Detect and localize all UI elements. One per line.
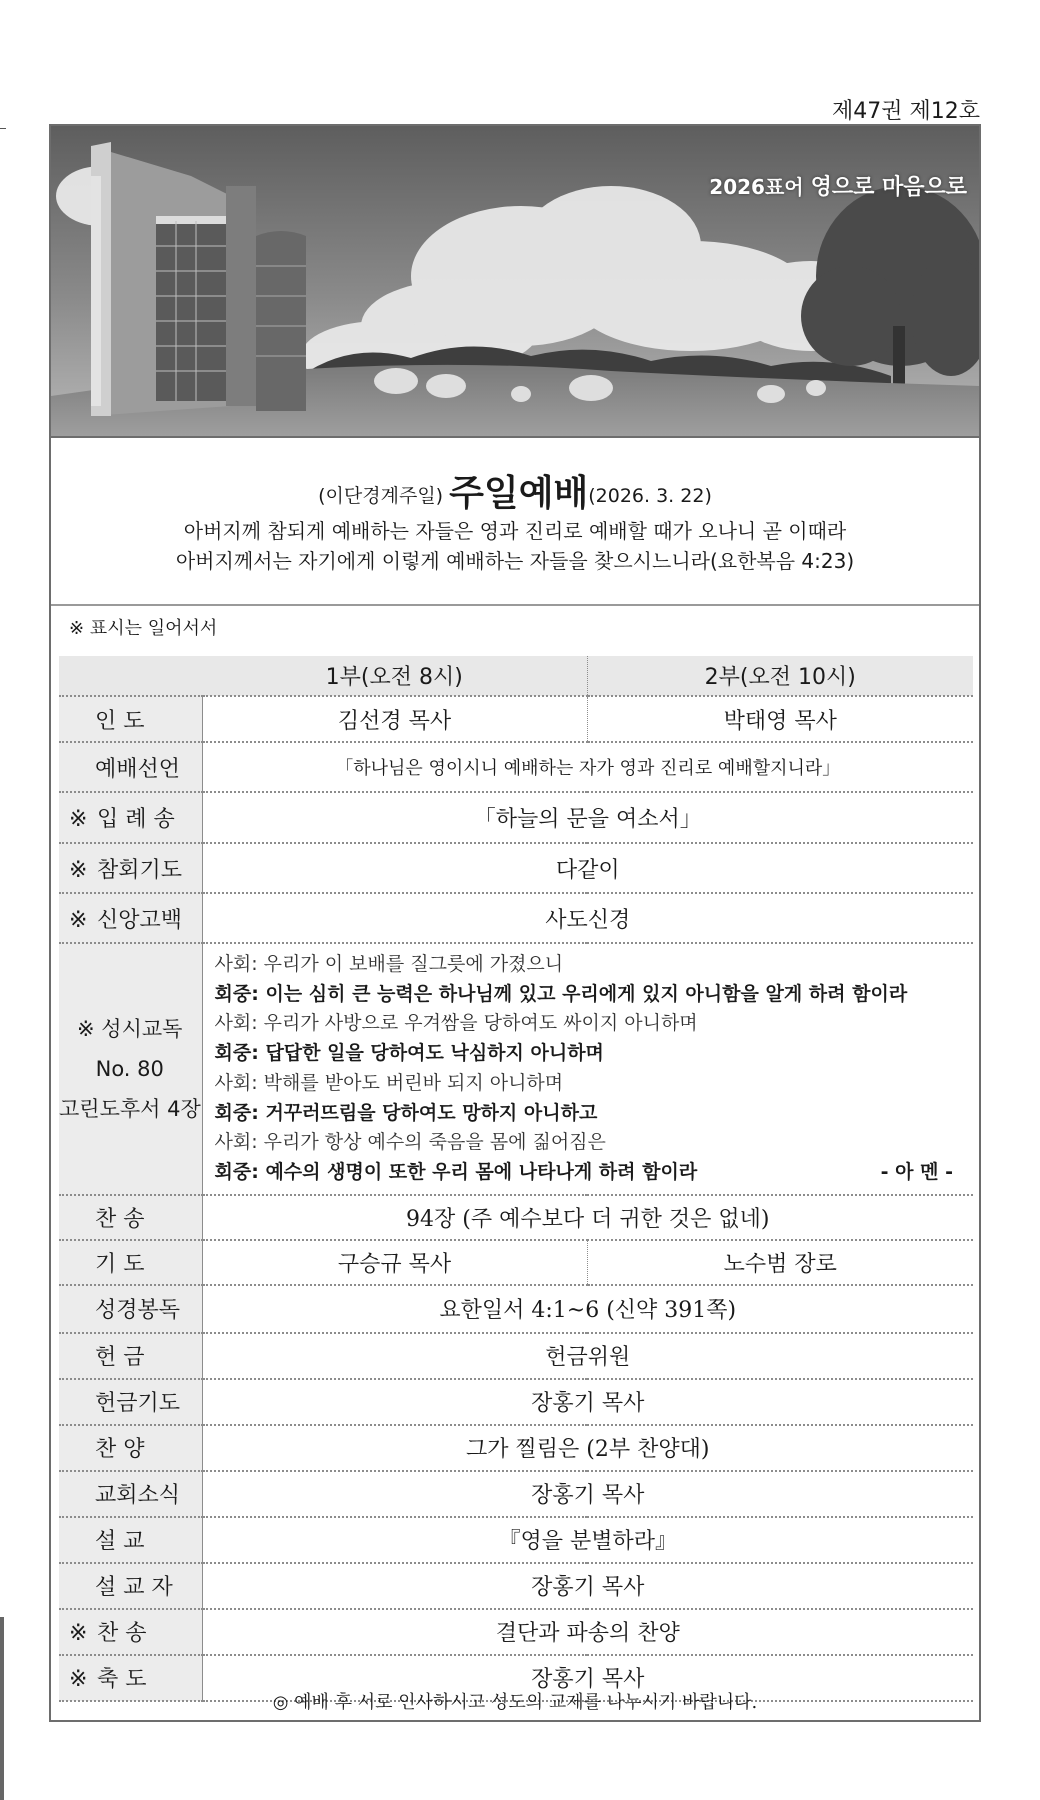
introit-label: 입 례 송 xyxy=(97,807,175,832)
benediction-value: 장홍기 목사 xyxy=(202,1655,973,1701)
speaker: 사회: xyxy=(214,1131,258,1154)
reading-line xyxy=(215,1069,974,1099)
row-label: 찬 양 xyxy=(59,1425,202,1471)
standing-note: ※ 표시는 일어서서 xyxy=(69,618,218,639)
prayer-first: 구승규 목사 xyxy=(202,1240,587,1285)
table-row xyxy=(59,1563,973,1609)
row-label xyxy=(59,893,202,943)
table-row xyxy=(59,1240,973,1285)
margin-mark xyxy=(0,128,6,129)
reading-line xyxy=(215,1158,974,1188)
table-row xyxy=(59,1425,973,1471)
standing-mark: ※ xyxy=(69,807,88,832)
speaker: 회중: xyxy=(214,982,259,1005)
row-label xyxy=(59,792,202,843)
table-row xyxy=(59,792,973,843)
reading-number: No. 80 xyxy=(95,1056,164,1081)
table-row xyxy=(59,1285,973,1333)
row-label: 예배선언 xyxy=(59,742,202,792)
reading-text: 우리가 사방으로 우겨쌈을 당하여도 싸이지 아니하며 xyxy=(263,1012,698,1035)
second-service-time: 2부(오전 10시) xyxy=(587,656,973,696)
reading-line xyxy=(215,950,974,980)
benediction-label: 축 도 xyxy=(97,1667,147,1693)
table-row xyxy=(59,1471,973,1517)
order-of-worship xyxy=(59,656,973,1702)
row-label: 헌금기도 xyxy=(59,1379,202,1425)
reading-text: 답답한 일을 당하여도 낙심하지 아니하며 xyxy=(265,1042,604,1065)
row-label: 헌 금 xyxy=(59,1333,202,1379)
reading-text: 이는 심히 큰 능력은 하나님께 있고 우리에게 있지 아니함을 알게 하려 함이라 xyxy=(265,982,908,1005)
leader-first: 김선경 목사 xyxy=(202,696,587,742)
sermon-title: 『영을 분별하라』 xyxy=(202,1517,973,1563)
row-label xyxy=(59,943,202,1195)
page-title: 주일예배 xyxy=(449,473,589,514)
reading-text: 박해를 받아도 버린바 되지 아니하며 xyxy=(263,1071,564,1094)
table-row xyxy=(59,1333,973,1379)
reading-line xyxy=(215,1099,974,1129)
declaration-value: 「하나님은 영이시니 예배하는 자가 영과 진리로 예배할지니라」 xyxy=(202,742,973,792)
issue-number: 제47권 제12호 xyxy=(832,99,980,124)
theme-verse-line-2: 아버지께서는 자기에게 이렇게 예배하는 자들을 찾으시느니라(요한복음 4:23) xyxy=(175,549,855,573)
prayer-second: 노수범 장로 xyxy=(587,1240,973,1285)
row-label xyxy=(59,843,202,893)
table-row xyxy=(59,1517,973,1563)
offering-value: 헌금위원 xyxy=(202,1333,973,1379)
confession-label: 참회기도 xyxy=(97,857,183,883)
row-label: 찬 송 xyxy=(59,1195,202,1240)
first-service-time: 1부(오전 8시) xyxy=(202,656,587,696)
annual-motto xyxy=(709,170,967,201)
closing-hymn-label: 찬 송 xyxy=(97,1621,147,1647)
theme-verse-line-1: 아버지께 참되게 예배하는 자들은 영과 진리로 예배할 때가 오나니 곧 이때라 xyxy=(183,519,847,543)
creed-value: 사도신경 xyxy=(202,893,973,943)
occasion: (이단경계주일) xyxy=(318,485,444,507)
speaker: 사회: xyxy=(214,953,258,975)
motto-year: 2026표어 xyxy=(709,175,804,199)
service-date: (2026. 3. 22) xyxy=(588,485,712,507)
leader-second: 박태영 목사 xyxy=(587,696,973,742)
title-line xyxy=(51,474,979,516)
banner xyxy=(51,126,979,438)
speaker: 회중: xyxy=(214,1042,259,1065)
table-row xyxy=(59,843,973,893)
reading-line xyxy=(215,980,974,1010)
standing-mark: ※ xyxy=(69,857,88,883)
motto-text: 영으로 마음으로 xyxy=(810,175,967,200)
reading-line xyxy=(215,1039,974,1069)
reading-text: 예수의 생명이 또한 우리 몸에 나타나게 하려 함이라 xyxy=(265,1160,698,1183)
confession-value: 다같이 xyxy=(202,843,973,893)
reading-line xyxy=(215,1009,974,1039)
hymn-value: 94장 (주 예수보다 더 귀한 것은 없네) xyxy=(202,1195,973,1240)
row-label: 성경봉독 xyxy=(59,1285,202,1333)
row-label: 설 교 자 xyxy=(59,1563,202,1609)
amen: - 아 멘 - xyxy=(880,1160,953,1183)
bulletin-frame xyxy=(49,124,981,1722)
row-label: 교회소식 xyxy=(59,1471,202,1517)
reading-source: 고린도후서 4장 xyxy=(59,1096,201,1121)
anthem-value: 그가 찔림은 (2부 찬양대) xyxy=(202,1425,973,1471)
table-row xyxy=(59,1379,973,1425)
row-label xyxy=(59,1609,202,1655)
service-times-row xyxy=(59,656,973,696)
responsive-reading xyxy=(202,943,973,1195)
table-row xyxy=(59,1609,973,1655)
table-row xyxy=(59,696,973,742)
standing-mark: ※ xyxy=(69,1667,88,1693)
service-header xyxy=(51,438,979,576)
speaker: 사회: xyxy=(214,1012,258,1035)
closing-hymn-value: 결단과 파송의 찬양 xyxy=(202,1609,973,1655)
closing-note: ◎ 예배 후 서로 인사하시고 성도의 교제를 나누시기 바랍니다. xyxy=(272,1692,758,1713)
scripture-value: 요한일서 4:1~6 (신약 391쪽) xyxy=(202,1285,973,1333)
speaker: 회중: xyxy=(214,1101,259,1124)
introit-value: 「하늘의 문을 여소서」 xyxy=(202,792,973,843)
row-label: 기 도 xyxy=(59,1240,202,1285)
table-row xyxy=(59,742,973,792)
reading-text: 우리가 이 보배를 질그릇에 가졌으니 xyxy=(263,953,564,975)
table-row xyxy=(59,893,973,943)
speaker: 회중: xyxy=(214,1160,259,1183)
reading-line xyxy=(215,1128,974,1158)
preacher-value: 장홍기 목사 xyxy=(202,1563,973,1609)
row-label: 설 교 xyxy=(59,1517,202,1563)
row-label: 인 도 xyxy=(59,696,202,742)
table-row xyxy=(59,1195,973,1240)
offering-prayer-value: 장홍기 목사 xyxy=(202,1379,973,1425)
margin-edge-line xyxy=(0,1617,4,1800)
standing-mark: ※ xyxy=(69,907,88,933)
empty-header xyxy=(59,656,202,696)
creed-label: 신앙고백 xyxy=(97,907,183,933)
reading-label: ※ 성시교독 xyxy=(77,1016,183,1041)
reading-text: 거꾸러뜨림을 당하여도 망하지 아니하고 xyxy=(265,1101,598,1124)
announcements-value: 장홍기 목사 xyxy=(202,1471,973,1517)
reading-text: 우리가 항상 예수의 죽음을 몸에 짊어짐은 xyxy=(263,1131,606,1154)
standing-mark: ※ xyxy=(69,1621,88,1647)
responsive-reading-row xyxy=(59,943,973,1195)
speaker: 사회: xyxy=(214,1071,258,1094)
